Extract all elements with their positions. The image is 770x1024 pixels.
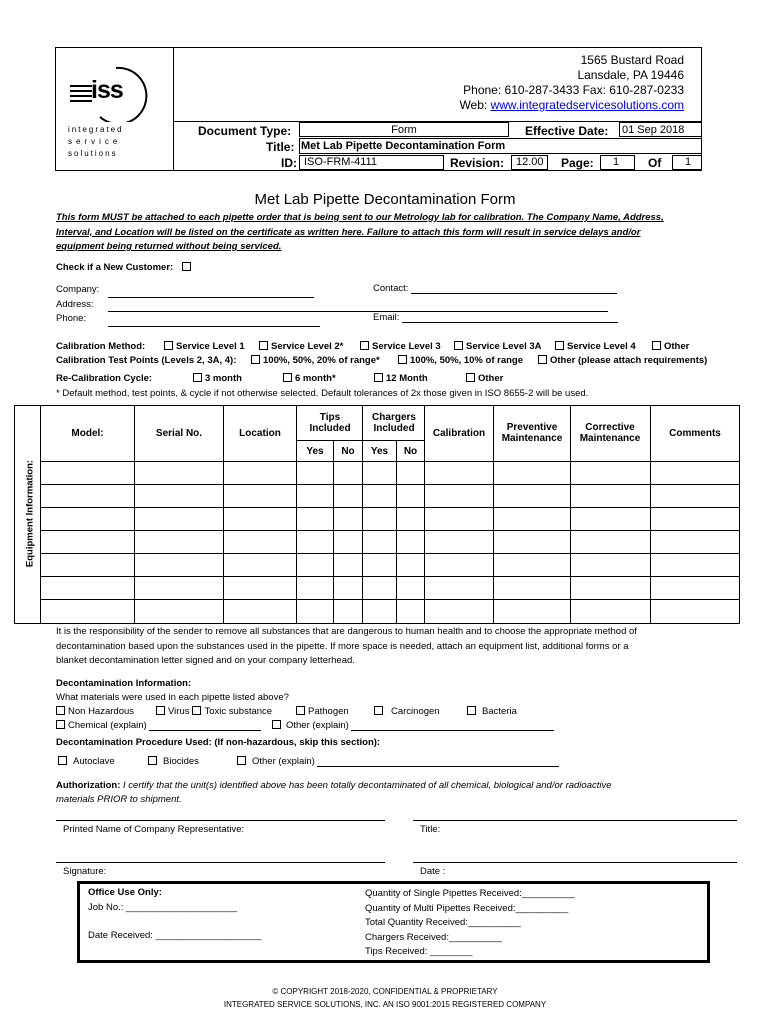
col-location: Location [239,427,281,439]
doc-type-label: Document Type: [198,124,292,138]
other-procedure-field[interactable] [317,756,559,767]
job-no: Job No.: _____________________ [88,902,237,913]
bacteria-checkbox[interactable] [467,706,476,715]
title-value: Met Lab Pipette Decontamination Form [301,140,506,152]
autoclave-checkbox[interactable] [58,756,67,765]
signature-label: Signature: [63,866,107,877]
points-checkbox-20[interactable] [251,355,260,364]
carcinogen-checkbox[interactable] [374,706,383,715]
date-line[interactable] [413,862,737,863]
equipment-side-label: Equipment Information: [24,459,36,568]
address-line-2: Lansdale, PA 19446 [577,68,684,82]
biocides-checkbox[interactable] [148,756,157,765]
footer-copyright: © COPYRIGHT 2018-2020, CONFIDENTIAL & PROPRIETARY [272,987,498,996]
table-row[interactable] [40,461,740,462]
points-checkbox-10[interactable] [398,355,407,364]
new-customer-checkbox[interactable] [182,262,191,271]
warning-text: This form MUST be attached to each pipette order that is being sent to our Metrology lab for calibration. The Company Name, Address, Interval, and Location will be listed on the certificate as written here. Failure to attach this form will result in service delays and/or equipment being returned without being serviced. [56,212,664,252]
logo-text: iss [91,76,123,104]
date-label: Date : [420,866,446,877]
other-checkbox[interactable] [272,720,281,729]
table-row[interactable] [40,576,740,577]
address-field[interactable] [108,301,608,312]
phone-fax: Phone: 610-287-3433 Fax: 610-287-0233 [463,83,684,97]
signature-line[interactable] [56,862,385,863]
decon-heading: Decontamination Information: [56,678,192,689]
contact-field[interactable] [411,283,617,294]
cycle-checkbox-3[interactable] [193,373,202,382]
web-label: Web: [459,98,488,112]
other-explain-field[interactable] [351,720,554,731]
virus-checkbox[interactable] [156,706,165,715]
printed-name-line[interactable] [56,820,385,821]
effective-date-value: 01 Sep 2018 [622,124,685,136]
method-checkbox-3a[interactable] [454,341,463,350]
title-label: Title: [266,140,295,154]
phone-field[interactable] [108,316,320,327]
contact-label: Contact: [373,283,409,294]
revision-value: 12.00 [516,156,544,168]
address-label: Address: [56,298,94,310]
page-value: 1 [613,156,620,168]
phone-label: Phone: [56,313,87,324]
toxic-checkbox[interactable] [192,706,201,715]
header-divider-vertical [173,47,174,171]
decon-question: What materials were used in each pipette listed above? [56,692,289,703]
revision-label: Revision: [450,156,505,170]
table-row[interactable] [40,553,740,554]
col-calibration: Calibration [432,427,486,439]
other-procedure-checkbox[interactable] [237,756,246,765]
chemical-checkbox[interactable] [56,720,65,729]
col-model: Model: [71,427,104,439]
page-label: Page: [561,156,594,170]
effective-date-label: Effective Date: [525,124,609,138]
col-chargers-no: No [403,445,418,457]
office-use-heading: Office Use Only: [88,887,162,898]
col-chargers: Chargers Included [372,411,416,434]
logo-sub-1: integrated [68,125,124,134]
title-line[interactable] [413,820,737,821]
web-link[interactable]: www.integratedservicesolutions.com [490,98,684,112]
default-note: * Default method, test points, & cycle if not otherwise selected. Default tolerances of 2x those given in ISO 8655-2 will be used. [56,388,589,399]
of-value: 1 [685,156,692,168]
cycle-checkbox-12[interactable] [374,373,383,382]
method-checkbox-3[interactable] [360,341,369,350]
col-serial: Serial No. [155,427,203,439]
logo-sub-2: service [68,137,122,146]
single-pipettes: Quantity of Single Pipettes Received:__________ [365,888,575,899]
cycle-checkbox-6[interactable] [283,373,292,382]
id-value: ISO-FRM-4111 [304,156,377,168]
responsibility-text: It is the responsibility of the sender to remove all substances that are dangerous to human health and to choose the appropriate method of decontamination based upon the substances used in the pipette. If more space is needed, attach an equipment list, additional forms or a blanket decontamination letter signed and on your company letterhead. [56,626,637,666]
address-line-1: 1565 Bustard Road [580,53,684,67]
col-tips-yes: Yes [306,445,324,457]
cycle-checkbox-other[interactable] [466,373,475,382]
points-checkbox-other[interactable] [538,355,547,364]
non-hazardous-checkbox[interactable] [56,706,65,715]
table-row[interactable] [40,507,740,508]
method-checkbox-4[interactable] [555,341,564,350]
total-quantity: Total Quantity Received:__________ [365,917,521,928]
company-label: Company: [56,284,100,295]
authorization-text: Authorization: I certify that the unit(s) identified above has been totally decontaminated of all chemical, biological and/or radioactive materials PRIOR to shipment. [56,780,612,805]
method-checkbox-1[interactable] [164,341,173,350]
recal-cycle-label: Re-Calibration Cycle: [56,373,153,384]
table-row[interactable] [40,530,740,531]
title-field-label: Title: [420,824,441,835]
col-corrective: Corrective Maintenance [579,422,641,444]
table-row[interactable] [40,484,740,485]
method-checkbox-2[interactable] [259,341,268,350]
tips-received: Tips Received: ________ [365,946,473,957]
email-label: Email: [373,312,400,323]
test-points-label: Calibration Test Points (Levels 2, 3A, 4): [56,355,237,366]
col-chargers-yes: Yes [370,445,389,457]
company-field[interactable] [108,287,314,298]
col-preventive: Preventive Maintenance [501,422,563,444]
form-title: Met Lab Pipette Decontamination Form [254,191,516,208]
new-customer-label: Check if a New Customer: [56,262,174,273]
chemical-explain-field[interactable] [149,720,261,731]
company-logo [64,62,160,162]
col-tips-no: No [341,445,355,457]
printed-name-label: Printed Name of Company Representative: [63,824,245,835]
col-tips: Tips Included [309,411,351,434]
calibration-method-label: Calibration Method: [56,341,146,352]
id-label: ID: [281,156,297,170]
date-received: Date Received: ____________________ [88,930,262,941]
email-field[interactable] [402,312,618,323]
table-row[interactable] [40,599,740,600]
pathogen-checkbox[interactable] [296,706,305,715]
logo-sub-3: solutions [68,149,118,158]
footer [0,985,770,1011]
footer-company: INTEGRATED SERVICE SOLUTIONS, INC. AN ISO 9001:2015 REGISTERED COMPANY [223,1000,547,1009]
procedure-heading: Decontamination Procedure Used: (If non-hazardous, skip this section): [56,737,381,748]
method-checkbox-other[interactable] [652,341,661,350]
chargers-received: Chargers Received:__________ [365,931,502,943]
col-comments: Comments [669,427,721,439]
multi-pipettes: Quantity of Multi Pipettes Received:__________ [365,902,569,914]
of-label: Of [648,156,662,170]
doc-type-value: Form [391,124,417,136]
